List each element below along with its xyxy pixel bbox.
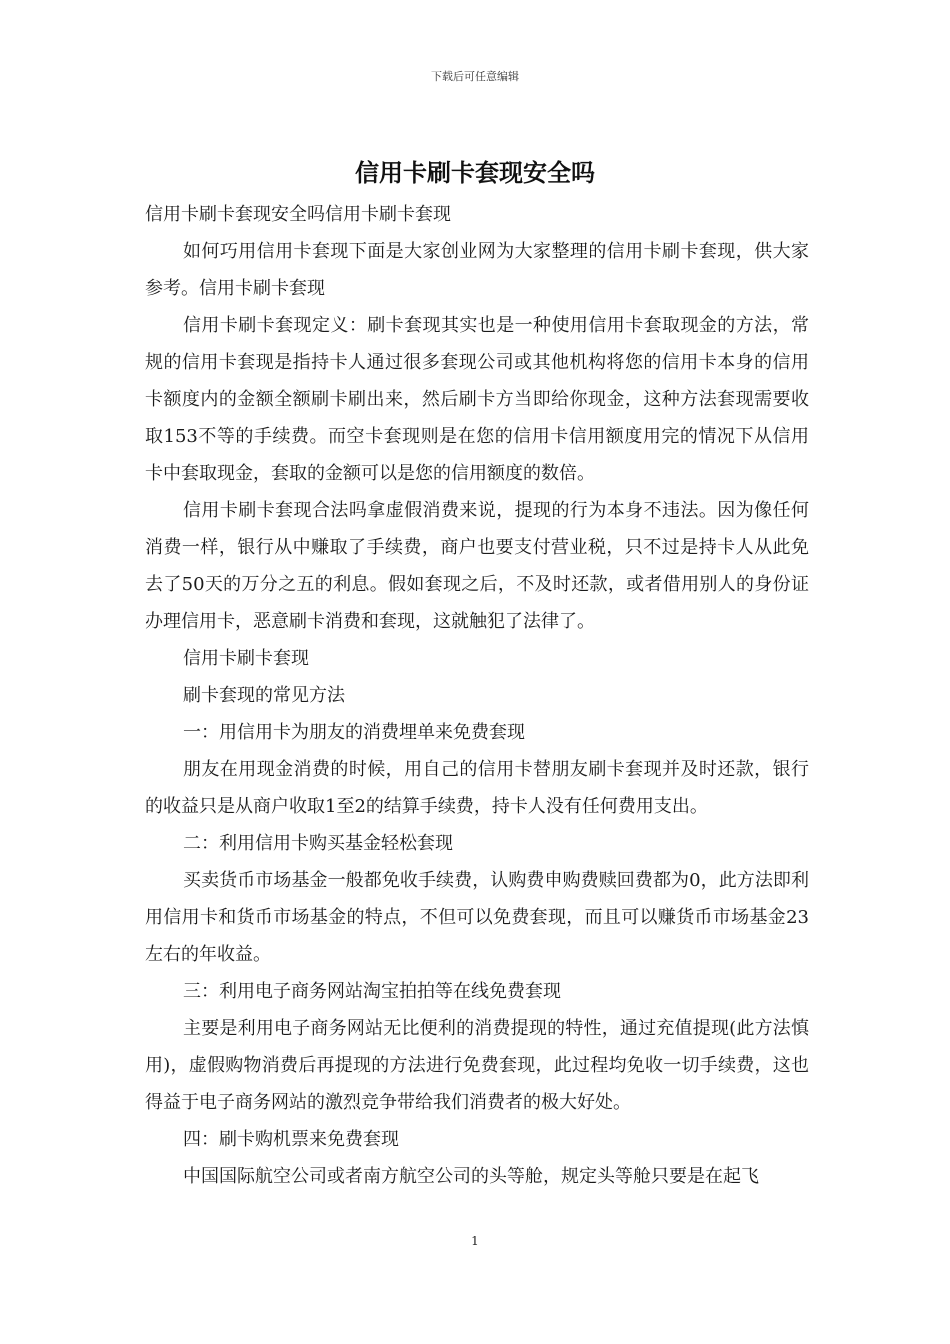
paragraph: 朋友在用现金消费的时候，用自己的信用卡替朋友刷卡套现并及时还款，银行的收益只是从商户收取1至2的结算手续费，持卡人没有任何费用支出。 xyxy=(145,759,809,817)
page-number: 1 xyxy=(471,1234,479,1248)
document-body xyxy=(145,196,809,1195)
paragraph: 如何巧用信用卡套现下面是大家创业网为大家整理的信用卡刷卡套现，供大家参考。信用卡刷卡套现 xyxy=(145,241,809,299)
paragraph: 买卖货币市场基金一般都免收手续费，认购费申购费赎回费都为0，此方法即利用信用卡和货币市场基金的特点，不但可以免费套现，而且可以赚货币市场基金23左右的年收益。 xyxy=(145,870,809,965)
paragraph: 中国国际航空公司或者南方航空公司的头等舱，规定头等舱只要是在起飞 xyxy=(183,1166,759,1187)
paragraph: 一：用信用卡为朋友的消费埋单来免费套现 xyxy=(183,722,525,743)
paragraph: 信用卡刷卡套现 xyxy=(183,648,309,669)
paragraph: 三：利用电子商务网站淘宝拍拍等在线免费套现 xyxy=(183,981,561,1002)
paragraph: 主要是利用电子商务网站无比便利的消费提现的特性，通过充值提现(此方法慎用)，虚假购物消费后再提现的方法进行免费套现，此过程均免收一切手续费，这也得益于电子商务网站的激烈竞争带给我们消费者的极大好处。 xyxy=(145,1018,809,1113)
header-note: 下载后可任意编辑 xyxy=(431,70,519,83)
paragraph: 刷卡套现的常见方法 xyxy=(183,685,345,706)
paragraph: 信用卡刷卡套现合法吗拿虚假消费来说，提现的行为本身不违法。因为像任何消费一样，银行从中赚取了手续费，商户也要支付营业税，只不过是持卡人从此免去了50天的万分之五的利息。假如套现之后，不及时还款，或者借用别人的身份证办理信用卡，恶意刷卡消费和套现，这就触犯了法律了。 xyxy=(145,500,809,632)
document-title: 信用卡刷卡套现安全吗 xyxy=(355,159,595,187)
paragraph: 信用卡刷卡套现定义：刷卡套现其实也是一种使用信用卡套取现金的方法，常规的信用卡套现是指持卡人通过很多套现公司或其他机构将您的信用卡本身的信用卡额度内的金额全额刷卡刷出来，然后刷卡方当即给你现金，这种方法套现需要收取153不等的手续费。而空卡套现则是在您的信用卡信用额度用完的情况下从信用卡中套取现金，套取的金额可以是您的信用额度的数倍。 xyxy=(145,315,809,484)
paragraph: 四：刷卡购机票来免费套现 xyxy=(183,1129,399,1150)
paragraph: 信用卡刷卡套现安全吗信用卡刷卡套现 xyxy=(145,204,451,225)
paragraph: 二：利用信用卡购买基金轻松套现 xyxy=(183,833,453,854)
